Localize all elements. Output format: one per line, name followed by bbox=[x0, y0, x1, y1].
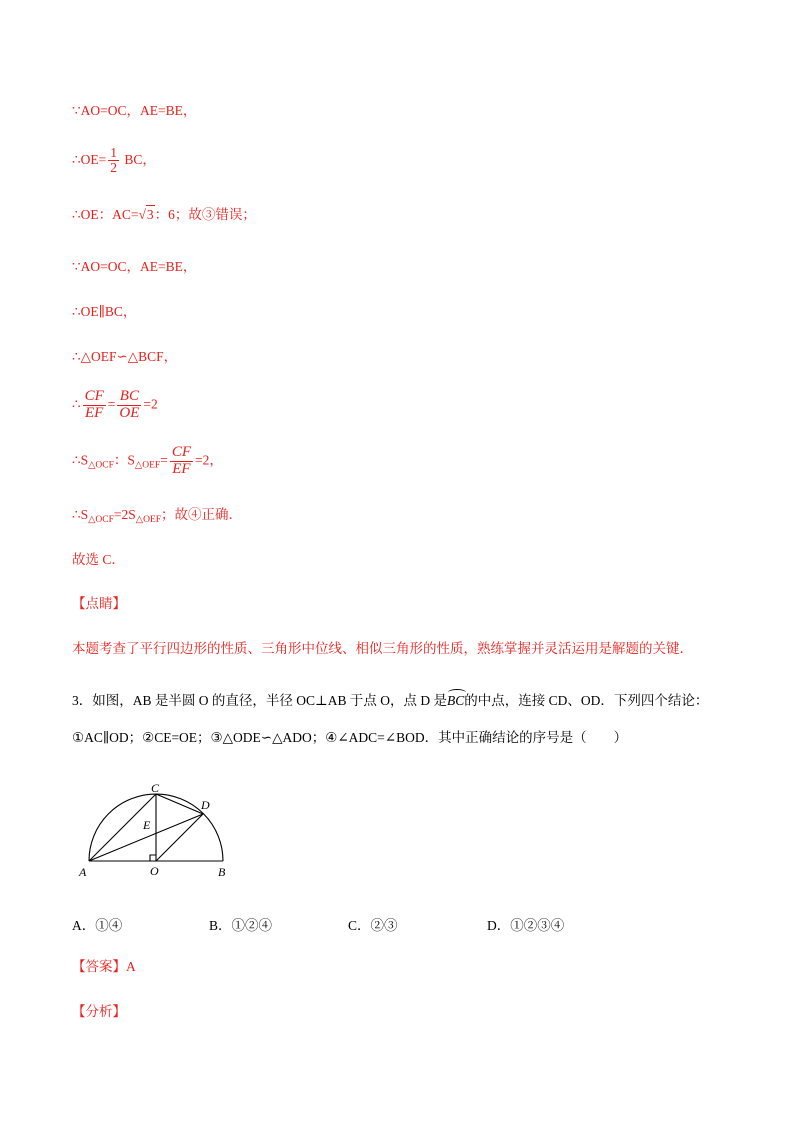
answer-value: A bbox=[126, 959, 136, 974]
right-angle-mark bbox=[150, 855, 156, 861]
step-line: ∵AO=OC，AE=BE， bbox=[72, 259, 197, 274]
label-d: D bbox=[201, 798, 210, 812]
option-c[interactable]: C．②③ bbox=[348, 918, 398, 933]
step-line: $\therefore S_{\triangle OCF}$：$S_{\triangle OEF}=$ $\frac{CF}{EF}$ =2， bbox=[72, 444, 223, 477]
segment-cd bbox=[156, 794, 203, 814]
step-line: ∴△OEF∽△BCF， bbox=[72, 349, 178, 364]
step-line: ∴OE：AC=√3：6；故③错误； bbox=[72, 207, 256, 222]
fraction: $\frac{CF}{EF}$ bbox=[84, 388, 104, 421]
label-o: O bbox=[150, 864, 159, 878]
label-e: E bbox=[143, 818, 151, 832]
step-line: $\therefore S_{\triangle OCF}=2S_{\triangle OEF}$；故④正确． bbox=[72, 507, 243, 525]
question-conclusions: ①AC∥OD；②CE=OE；③△ODE∽△ADO；④∠ADC=∠BOD．其中正确结论的序号是（ ） bbox=[72, 730, 628, 745]
arc-icon bbox=[448, 689, 466, 696]
answer-line bbox=[72, 960, 136, 974]
answer-heading: 【答案】 bbox=[72, 959, 126, 974]
step-line: ∴ $\frac{CF}{EF}$ = $\frac{BC}{OE}$ =2 bbox=[72, 388, 158, 421]
arc-notation: BC bbox=[447, 694, 464, 708]
fraction: $\frac{BC}{OE}$ bbox=[119, 388, 140, 421]
label-b: B bbox=[218, 865, 226, 879]
step-line: ∴OE∥BC， bbox=[72, 304, 137, 319]
label-a: A bbox=[79, 865, 87, 879]
analysis-heading: 【分析】 bbox=[72, 1004, 126, 1019]
sqrt-symbol: √3 bbox=[138, 207, 154, 222]
review-heading: 【点睛】 bbox=[72, 596, 126, 611]
step-line: ∵AO=OC，AE=BE， bbox=[72, 103, 197, 118]
question-stem: 3．如图，AB 是半圆 O 的直径，半径 OC⊥AB 于点 O，点 D 是 BC的中点，连接 CD、OD．下列四个结论： bbox=[72, 694, 708, 708]
fraction: $\frac{1}{2}$ bbox=[110, 145, 117, 176]
label-c: C bbox=[151, 781, 160, 795]
step-line: ∴OE= $\frac{1}{2}$ BC， bbox=[72, 145, 156, 176]
step-line: 故选 C． bbox=[72, 552, 125, 567]
review-text: 本题考查了平行四边形的性质、三角形中位线、相似三角形的性质，熟练掌握并灵活运用是解题的关键． bbox=[72, 641, 693, 656]
option-d[interactable]: D．①②③④ bbox=[487, 918, 565, 933]
segment-od bbox=[156, 814, 203, 861]
fraction: $\frac{CF}{EF}$ bbox=[171, 444, 191, 477]
option-b[interactable]: B．①②④ bbox=[209, 918, 273, 933]
option-a[interactable]: A．①④ bbox=[72, 918, 123, 933]
geometry-figure bbox=[72, 778, 242, 883]
